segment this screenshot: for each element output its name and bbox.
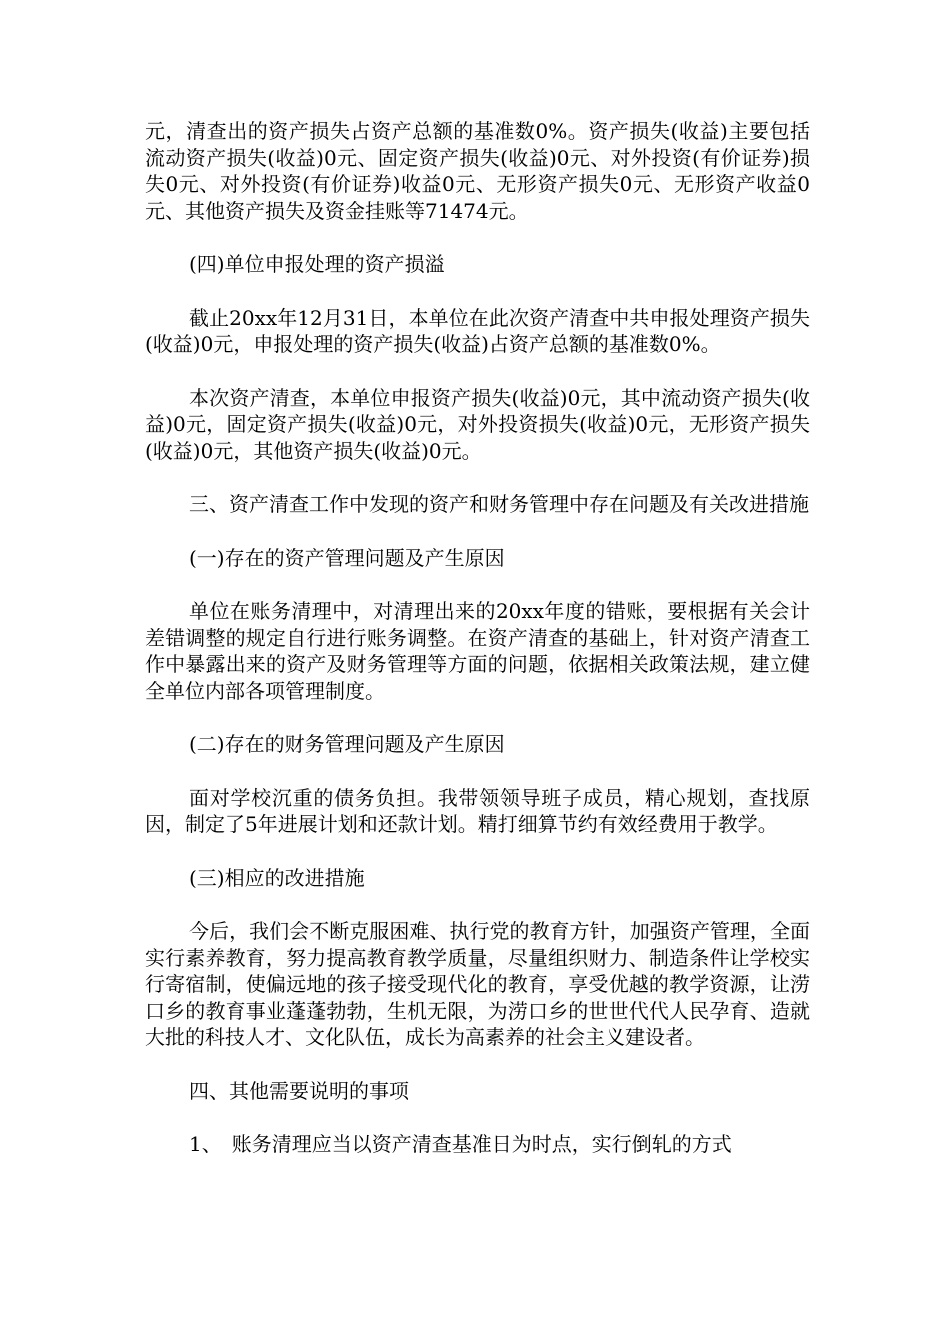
paragraph-declared-loss-breakdown: 本次资产清查，本单位申报资产损失(收益)0元，其中流动资产损失(收益)0元，固定资产损失(收益)0元，对外投资损失(收益)0元，无形资产损失(收益)0元，其他资产损失(收益)0元。: [145, 385, 810, 463]
list-item-account-cleanup: 1、 账务清理应当以资产清查基准日为时点，实行倒轧的方式: [189, 1132, 732, 1156]
paragraph-asset-loss-summary: 元，清查出的资产损失占资产总额的基准数0%。资产损失(收益)主要包括流动资产损失(收益)0元、固定资产损失(收益)0元、对外投资(有价证券)损失0元、对外投资(有价证券)收益0元、无形资产损失0元、无形资产收益0元、其他资产损失及资金挂账等71474元。: [145, 119, 810, 223]
heading-section-four-other-matters: 四、其他需要说明的事项: [189, 1078, 409, 1103]
heading-financial-management-problems: (二)存在的财务管理问题及产生原因: [189, 732, 505, 756]
heading-declared-asset-loss: (四)单位申报处理的资产损溢: [189, 252, 445, 276]
paragraph-declared-loss-as-of-date: 截止20xx年12月31日，本单位在此次资产清查中共申报处理资产损失(收益)0元，申报处理的资产损失(收益)占资产总额的基准数0%。: [145, 305, 810, 356]
paragraph-financial-management-problems: 面对学校沉重的债务负担。我带领领导班子成员，精心规划，查找原因，制定了5年进展计划和还款计划。精打细算节约有效经费用于教学。: [145, 785, 810, 836]
heading-improvement-measures: (三)相应的改进措施: [189, 865, 365, 890]
heading-section-three-problems-measures: 三、资产清查工作中发现的资产和财务管理中存在问题及有关改进措施: [189, 492, 809, 516]
document-page: [145, 118, 810, 1158]
paragraph-improvement-measures: 今后，我们会不断克服困难、执行党的教育方针，加强资产管理，全面实行素养教育，努力提高教育教学质量，尽量组织财力、制造条件让学校实行寄宿制，使偏远地的孩子接受现代化的教育，享受优越的教学资源，让涝口乡的教育事业蓬蓬勃勃，生机无限，为涝口乡的世世代代人民孕育、造就大批的科技人才、文化队伍，成长为高素养的社会主义建设者。: [145, 919, 810, 1049]
paragraph-asset-management-problems: 单位在账务清理中，对清理出来的20xx年度的错账，要根据有关会计差错调整的规定自行进行账务调整。在资产清查的基础上，针对资产清查工作中暴露出来的资产及财务管理等方面的问题，依据相关政策法规，建立健全单位内部各项管理制度。: [145, 599, 810, 703]
heading-asset-management-problems: (一)存在的资产管理问题及产生原因: [189, 545, 505, 570]
